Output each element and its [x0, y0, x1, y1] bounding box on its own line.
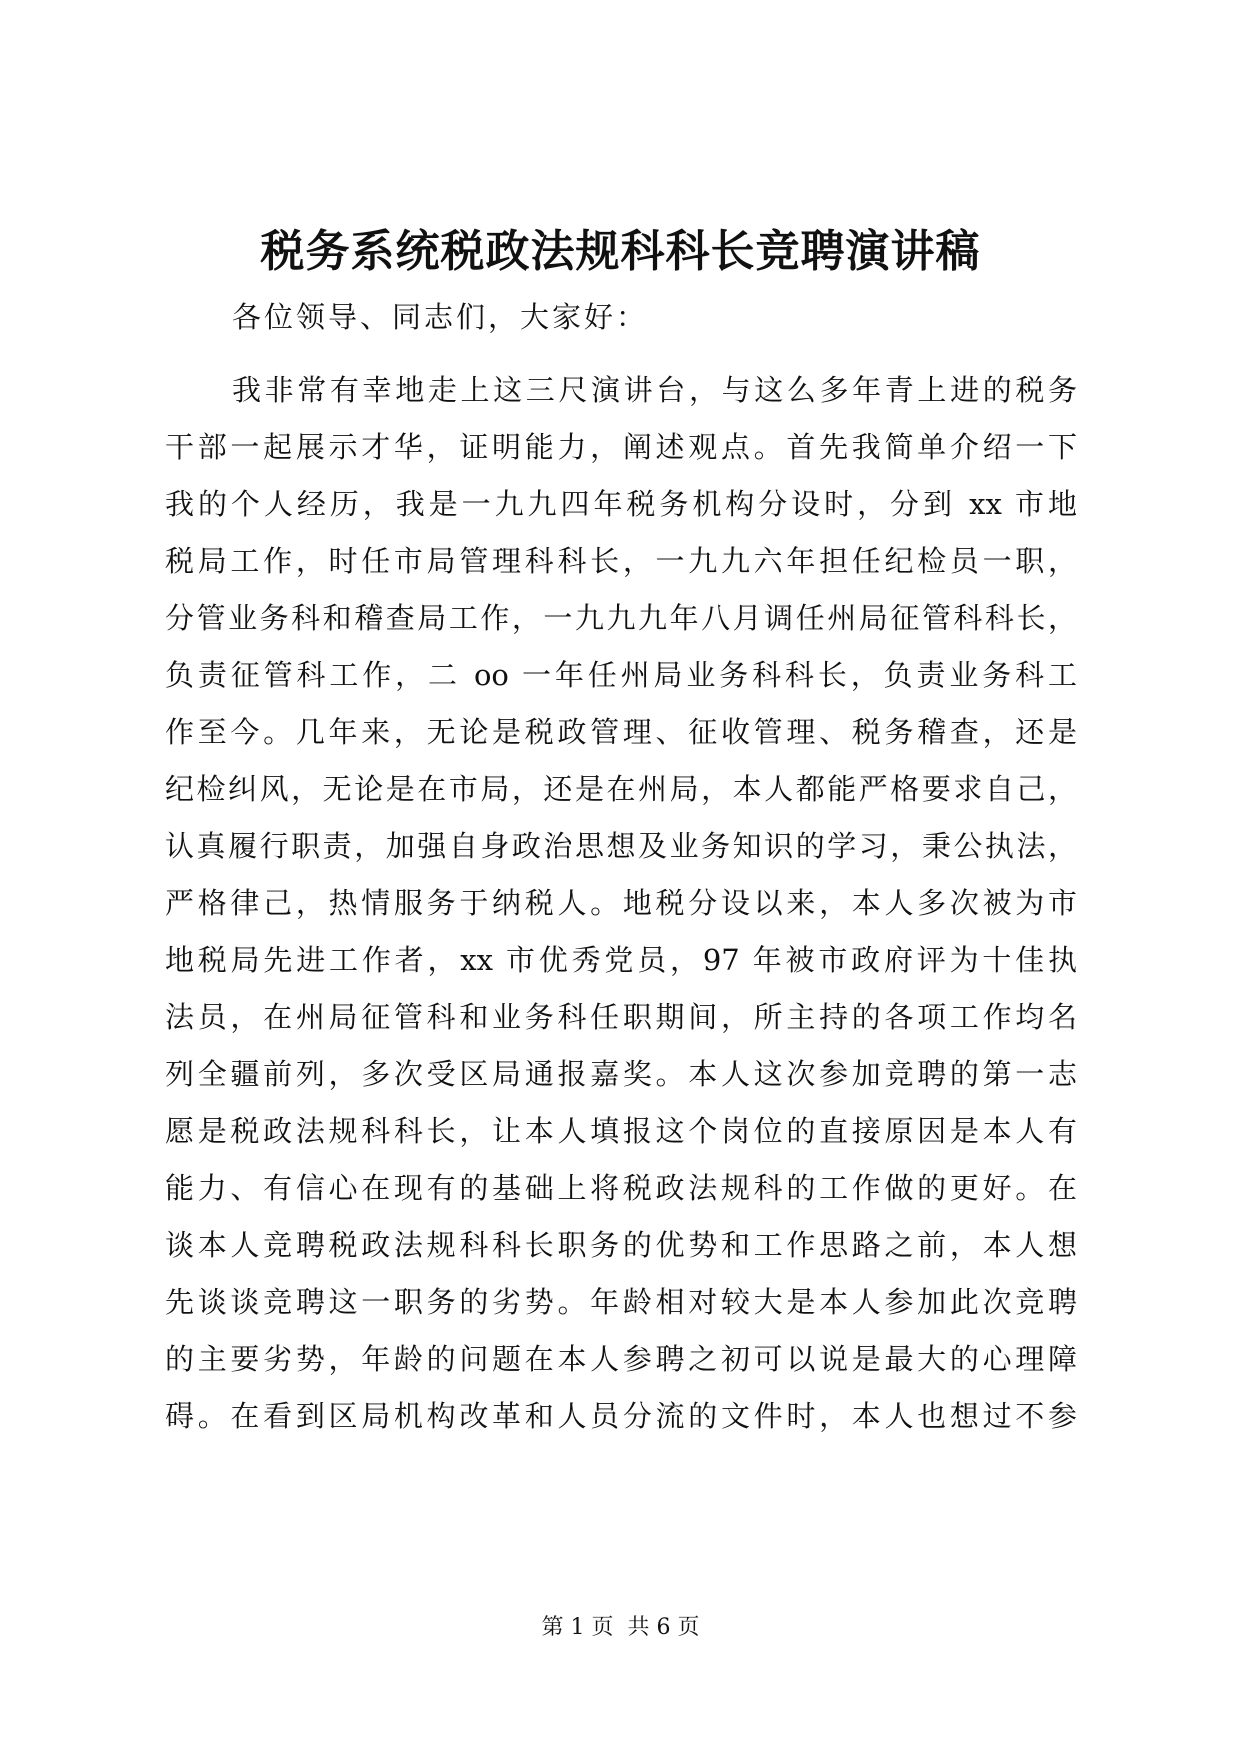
text-line: 能力、有信心在现有的基础上将税政法规科的工作做的更好。在 [165, 1171, 1077, 1205]
text-line: 的主要劣势，年龄的问题在本人参聘之初可以说是最大的心理障 [165, 1342, 1077, 1376]
text-line: 作至今。几年来，无论是税政管理、征收管理、税务稽查，还是 [165, 715, 1077, 749]
text-line: 碍。在看到区局机构改革和人员分流的文件时，本人也想过不参 [165, 1399, 1077, 1433]
text-line: 我非常有幸地走上这三尺演讲台，与这么多年青上进的税务 [232, 373, 1077, 407]
text-line: 我的个人经历，我是一九九四年税务机构分设时，分到 xx 市地 [165, 487, 1077, 521]
text-line: 列全疆前列，多次受区局通报嘉奖。本人这次参加竞聘的第一志 [165, 1057, 1077, 1091]
text-line: 先谈谈竞聘这一职务的劣势。年龄相对较大是本人参加此次竞聘 [165, 1285, 1077, 1319]
text-line: 纪检纠风，无论是在市局，还是在州局，本人都能严格要求自己， [165, 772, 1077, 806]
greeting-line: 各位领导、同志们，大家好： [232, 300, 649, 334]
document-title: 税务系统税政法规科科长竞聘演讲稿 [260, 226, 981, 277]
text-line: 税局工作，时任市局管理科科长，一九九六年担任纪检员一职， [165, 544, 1077, 578]
text-line: 认真履行职责，加强自身政治思想及业务知识的学习，秉公执法， [165, 829, 1077, 863]
text-line: 负责征管科工作，二 oo 一年任州局业务科科长，负责业务科工 [165, 658, 1077, 692]
text-line: 愿是税政法规科科长，让本人填报这个岗位的直接原因是本人有 [165, 1114, 1077, 1148]
text-line: 谈本人竞聘税政法规科科长职务的优势和工作思路之前，本人想 [165, 1228, 1077, 1262]
page-number: 第 1 页 共 6 页 [541, 1615, 700, 1640]
text-line: 地税局先进工作者，xx 市优秀党员，97 年被市政府评为十佳执 [165, 943, 1077, 977]
text-line: 严格律己，热情服务于纳税人。地税分设以来，本人多次被为市 [165, 886, 1077, 920]
text-line: 分管业务科和稽查局工作，一九九九年八月调任州局征管科科长， [165, 601, 1077, 635]
text-line: 干部一起展示才华，证明能力，阐述观点。首先我简单介绍一下 [165, 430, 1077, 464]
page-footer [0, 1613, 1241, 1643]
text-line: 法员，在州局征管科和业务科任职期间，所主持的各项工作均名 [165, 1000, 1077, 1034]
